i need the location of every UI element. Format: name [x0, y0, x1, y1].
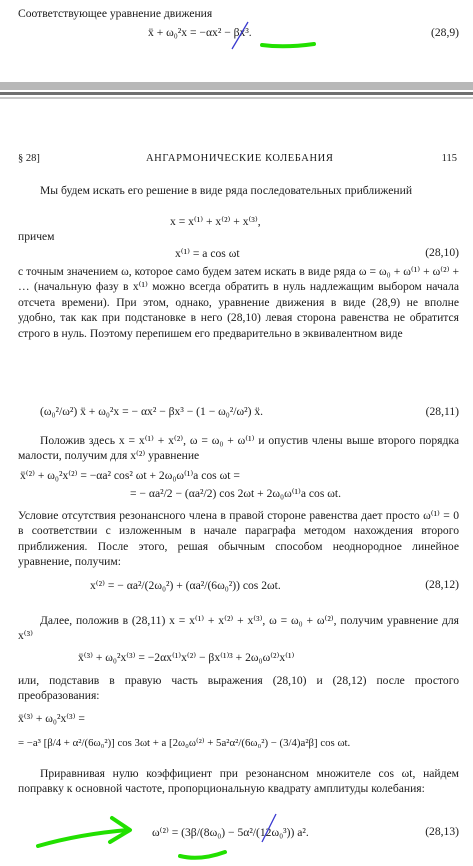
annotation-marks-top	[0, 0, 473, 60]
equation-number: (28,11)	[425, 405, 459, 418]
equation-x2-line2: = − αa²/2 − (αa²/2) cos 2ωt + 2ω₀ω⁽¹⁾a cos ωt.	[130, 487, 342, 500]
equation-x3b-line2: = −a³ [β/4 + α²/(6ω₀²)] cos 3ωt + a [2ω₀ω⁽²⁾ + 5a²α²/(6ω₀²) − (3/4)a²β] cos ωt.	[18, 737, 351, 749]
equation-x2-line1: ẍ⁽²⁾ + ω₀²x⁽²⁾ = −αa² cos² ωt + 2ω₀ω⁽¹⁾a cos ωt =	[20, 469, 240, 482]
running-title: АНГАРМОНИЧЕСКИЕ КОЛЕБАНИЯ	[146, 153, 334, 164]
paragraph-4: Положив здесь x = x⁽¹⁾ + x⁽²⁾, ω = ω₀ + ω⁽¹⁾ и опустив члены выше второго порядка малости, получим для x⁽²⁾ уравнение	[18, 434, 459, 463]
equation-x3b-line1: ẍ⁽³⁾ + ω₀²x⁽³⁾ =	[18, 712, 85, 725]
paragraph-7: или, подставив в правую часть выражения (28,10) и (28,12) после простого преобразования:	[18, 674, 459, 703]
paragraph-8: Приравнивая нулю коэффициент при резонансном множителе cos ωt, найдем поправку к основной частоте, пропорциональную квадрату амплитуды колебания:	[18, 767, 459, 796]
page-separator	[0, 82, 473, 90]
page-separator-shadow	[0, 97, 473, 99]
equation-x3: ẍ⁽³⁾ + ω₀²x⁽³⁾ = −2αx⁽¹⁾x⁽²⁾ − βx⁽¹⁾³ + 2ω₀ω⁽²⁾x⁽¹⁾	[78, 651, 295, 664]
equation-28-13: ω⁽²⁾ = (3β/(8ω₀) − 5α²/(12ω₀³)) a².	[152, 826, 309, 839]
equation-number: (28,12)	[425, 578, 459, 591]
blue-strike-mark	[232, 22, 248, 49]
page-number: 115	[441, 153, 457, 164]
paragraph-1: Мы будем искать его решение в виде ряда последовательных приближений	[40, 184, 413, 197]
paragraph-2: причем	[18, 230, 55, 243]
annotation-marks-bottom	[0, 800, 473, 866]
top-fragment-text: Соответствующее уравнение движения	[18, 7, 213, 20]
green-underline-mark	[180, 852, 225, 858]
equation-28-10: x⁽¹⁾ = a cos ωt	[175, 247, 240, 260]
paragraph-5: Условие отсутствия резонансного члена в правой стороне равенства дает просто ω⁽¹⁾ = 0 в соответствии с изложенным в начале параграфа методом нахождения второго приближения. После этого, решая обычным способом неоднородное линейное уравнение, получим:	[18, 509, 459, 569]
paragraph-6: Далее, положив в (28,11) x = x⁽¹⁾ + x⁽²⁾ + x⁽³⁾, ω = ω₀ + ω⁽²⁾, получим уравнение для x⁽³⁾	[18, 614, 459, 643]
page-separator-line	[0, 92, 473, 95]
equation-series: x = x⁽¹⁾ + x⁽²⁾ + x⁽³⁾,	[170, 215, 261, 228]
equation-number: (28,10)	[425, 246, 459, 259]
green-underline-mark	[262, 44, 314, 46]
equation-28-12: x⁽²⁾ = − αa²/(2ω₀²) + (αa²/(6ω₀²)) cos 2ωt.	[90, 579, 281, 592]
equation-text: ẍ + ω₀²x = −αx² − βx³.	[148, 26, 252, 39]
section-marker: § 28]	[18, 153, 40, 164]
paragraph-3: с точным значением ω, которое само будем затем искать в виде ряда ω = ω₀ + ω⁽¹⁾ + ω⁽²⁾ + … (начальную фазу в x⁽¹⁾ можно всегда обратить в нуль надлежащим выбором начала отсчета времени). При этом, однако, уравнение движения в виде (28,9) не вполне удобно, так как при подстановке в него (28,10) левая сторона равенства не обратится строго в нуль. Поэтому перепишем его предварительно в эквивалентном виде	[18, 265, 459, 340]
equation-number: (28,9)	[430, 26, 459, 39]
equation-28-11: (ω₀²/ω²) ẍ + ω₀²x = − αx² − βx³ − (1 − ω₀²/ω²) ẍ.	[40, 405, 264, 418]
equation-number: (28,13)	[425, 825, 459, 838]
blue-strike-mark	[262, 814, 276, 842]
